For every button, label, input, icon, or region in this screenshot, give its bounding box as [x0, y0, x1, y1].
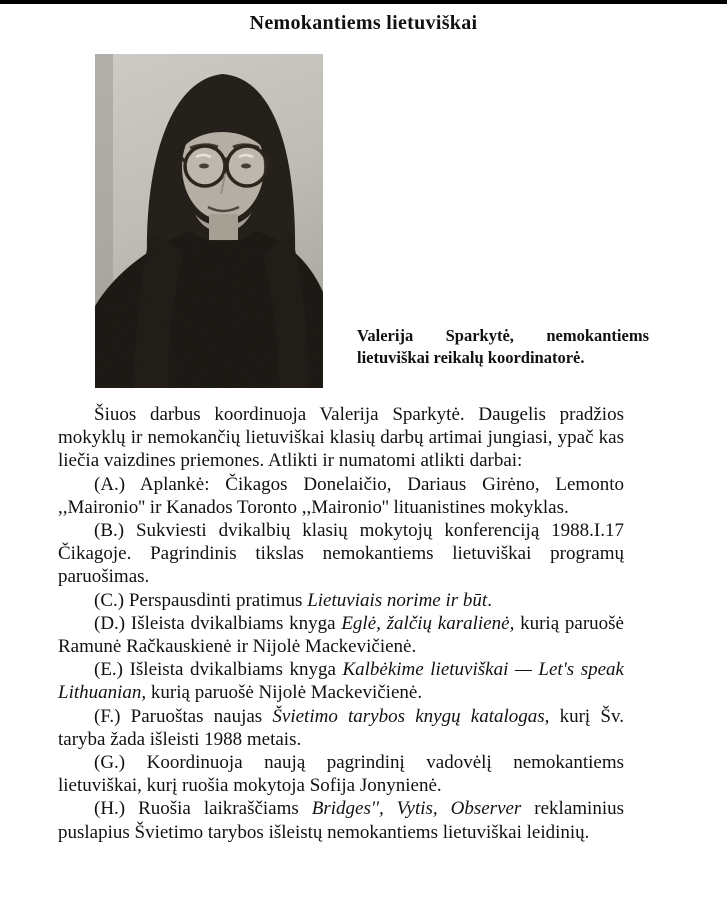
paragraph: [58, 612, 624, 658]
text-segment: (B.) Sukviesti dvikalbių klasių mokytojų konferenciją 1988.I.17 Čikagoje. Pagrindinis tikslas nemokantiems lietuviškai programų paruošimas.: [58, 520, 624, 588]
paragraph: [58, 658, 624, 704]
text-segment: (F.) Paruoštas naujas: [94, 705, 273, 727]
portrait-photo-illustration: [95, 54, 323, 388]
paragraph: [58, 519, 624, 589]
italic-text-segment: Švietimo tarybos knygų katalogas,: [272, 705, 550, 727]
text-segment: (E.) Išleista dvikalbiams knyga: [94, 659, 343, 681]
text-segment: reklaminius puslapius Švietimo tarybos išleistų nemokantiems lietuviškai leidinių.: [58, 798, 624, 843]
paragraph: [58, 705, 624, 751]
text-segment: kurią paruošė Nijolė Mackevičienė.: [146, 682, 423, 704]
text-segment: (H.) Ruošia laikraščiams: [94, 798, 312, 820]
italic-text-segment: Kalbėkime lietuviškai — Let's speak Lithuanian,: [58, 659, 624, 704]
paragraph: [58, 473, 624, 519]
paragraph: [58, 403, 624, 473]
photo-caption: Valerija Sparkytė, nemokantiems lietuviškai reikalų koordinatorė.: [357, 326, 649, 367]
italic-text-segment: Eglė, žalčių karalienė,: [341, 612, 515, 634]
paragraph: [58, 589, 624, 612]
text-segment: (G.) Koordinuoja naują pagrindinį vadovėlį nemokantiems lietuviškai, kurį ruošia mokytoja Sofija Jonynienė.: [58, 752, 624, 797]
text-segment: (C.) Perspausdinti pratimus: [94, 589, 308, 611]
italic-text-segment: Lietuviais norime ir būt: [307, 589, 488, 611]
text-segment: .: [487, 589, 492, 611]
text-segment: (A.) Aplankė: Čikagos Donelaičio, Dariaus Girėno, Lemonto ,,Maironio'' ir Kanados Toronto ,,Maironio'' lituanistines mokyklas.: [58, 473, 624, 518]
portrait-photo: [95, 54, 323, 388]
paragraph: [58, 751, 624, 797]
page-title: Nemokantiems lietuviškai: [249, 12, 478, 34]
paragraph: [58, 797, 624, 843]
article-body: [58, 403, 624, 844]
text-segment: Šiuos darbus koordinuoja Valerija Sparkytė. Daugelis pradžios mokyklų ir nemokančių lietuviškai klasių darbų artimai jungiasi, ypač kas liečia vaizdines priemones. Atlikti ir numatomi atlikti darbai:: [58, 404, 624, 472]
text-segment: (D.) Išleista dvikalbiams knyga: [94, 612, 342, 634]
italic-text-segment: Bridges'', Vytis, Observer: [311, 798, 522, 820]
scan-edge-bar: [0, 0, 727, 4]
text-segment: kurį Šv. taryba žada išleisti 1988 metais.: [58, 705, 624, 750]
text-segment: kurią paruošė Ramunė Račkauskienė ir Nijolė Mackevičienė.: [58, 612, 624, 658]
